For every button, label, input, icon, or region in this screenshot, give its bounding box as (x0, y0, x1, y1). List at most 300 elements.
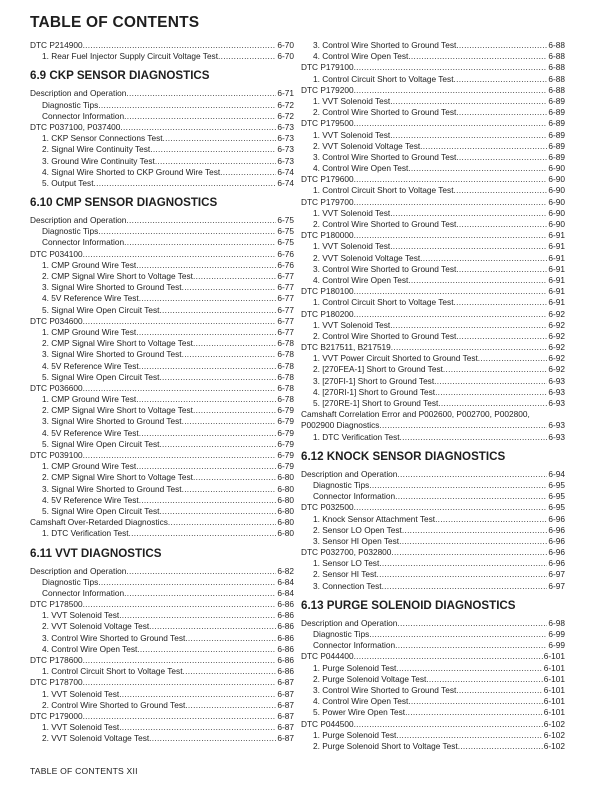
toc-subentry[interactable] (301, 96, 565, 107)
page-footer: TABLE OF CONTENTS XII (30, 766, 138, 776)
toc-entry-title: 3. Sensor HI Open Test (313, 535, 400, 546)
dot-leader (182, 416, 277, 427)
toc-entry-title: DTC P180000 (301, 230, 354, 241)
toc-subentry[interactable] (301, 275, 565, 286)
dot-leader (155, 156, 277, 167)
toc-entry-title: DTC P178600 (30, 655, 83, 665)
page-number: 6-93 (548, 375, 565, 386)
toc-entry-title: Diagnostic Tips (42, 226, 99, 237)
dot-leader (94, 178, 277, 189)
toc-subentry[interactable] (30, 405, 294, 416)
dot-leader (159, 372, 276, 383)
toc-subentry[interactable] (30, 588, 294, 599)
toc-subentry[interactable] (30, 338, 294, 349)
dot-leader (124, 588, 276, 599)
toc-subentry[interactable] (301, 387, 565, 398)
toc-subentry[interactable] (30, 439, 294, 450)
dot-leader (456, 331, 547, 342)
page-number: 6-91 (548, 230, 565, 241)
page-number: 6-73 (277, 155, 294, 166)
toc-subentry[interactable] (30, 144, 294, 155)
dot-leader (354, 651, 543, 662)
dot-leader (182, 484, 277, 495)
toc-entry[interactable] (30, 655, 294, 666)
toc-entry-title: Description and Operation (30, 215, 127, 226)
toc-subentry[interactable] (30, 361, 294, 372)
toc-subentry[interactable] (301, 152, 565, 163)
page-number: 6-92 (548, 308, 565, 319)
toc-entry[interactable] (301, 547, 565, 558)
toc-entry[interactable] (30, 88, 294, 99)
dot-leader (137, 644, 276, 655)
toc-subentry[interactable] (30, 237, 294, 248)
toc-entry-title: Connector Information (42, 237, 125, 248)
toc-entry[interactable] (301, 469, 565, 480)
dot-leader (390, 208, 547, 219)
dot-leader (454, 297, 548, 308)
toc-subentry[interactable] (301, 141, 565, 152)
toc-subentry[interactable] (30, 528, 294, 539)
toc-subentry[interactable] (301, 364, 565, 375)
toc-entry-title: 4. 5V Reference Wire Test (42, 494, 139, 505)
page-number: 6-79 (277, 427, 294, 438)
toc-entry-title: 1. Control Circuit Short to Voltage Test (313, 73, 454, 84)
toc-subentry[interactable] (30, 51, 294, 62)
toc-subentry[interactable] (301, 707, 565, 718)
page-number: 6-95 (548, 491, 565, 502)
toc-subentry[interactable] (301, 163, 565, 174)
page-number: 6-92 (548, 364, 565, 375)
toc-entry-title: DTC P178500 (30, 599, 83, 610)
section-heading: 6.11 VVT DIAGNOSTICS (30, 546, 162, 560)
toc-entry[interactable] (30, 122, 294, 133)
page-number: 6-80 (277, 505, 294, 516)
toc-subentry[interactable] (301, 74, 565, 85)
toc-entry-title: DTC B217511, B217519 (301, 342, 391, 353)
page-number: 6-96 (548, 558, 565, 569)
dot-leader (354, 230, 548, 241)
toc-entry[interactable] (301, 85, 565, 96)
page-number: 6-84 (277, 587, 294, 598)
toc-subentry[interactable] (30, 666, 294, 677)
toc-subentry[interactable] (301, 219, 565, 230)
page-number: 6-88 (548, 84, 565, 95)
dot-leader (83, 249, 277, 260)
page-number: 6-93 (548, 386, 565, 397)
toc-subentry[interactable] (301, 320, 565, 331)
page-number: 6-75 (277, 215, 294, 226)
toc-subentry[interactable] (30, 621, 294, 632)
toc-subentry[interactable] (30, 111, 294, 122)
toc-subentry[interactable] (301, 107, 565, 118)
page-number: 6-77 (277, 315, 294, 326)
toc-entry[interactable] (301, 118, 565, 129)
dot-leader (354, 197, 548, 208)
toc-subentry[interactable] (30, 260, 294, 271)
toc-subentry[interactable] (30, 394, 294, 405)
toc-entry[interactable] (30, 517, 294, 528)
toc-subentry[interactable] (301, 640, 565, 651)
toc-entry-title: 2. Sensor HI Test (313, 569, 377, 580)
toc-subentry[interactable] (301, 629, 565, 640)
toc-entry-title: Description and Operation (30, 565, 127, 576)
toc-subentry[interactable] (301, 376, 565, 387)
dot-leader (193, 405, 276, 416)
toc-entry-title: 5. Signal Wire Open Circuit Test (42, 505, 160, 516)
toc-subentry[interactable] (301, 536, 565, 547)
page-number: 6-76 (277, 259, 294, 270)
dot-leader (456, 685, 542, 696)
dot-leader (456, 264, 547, 275)
dot-leader (390, 96, 547, 107)
toc-subentry[interactable] (30, 644, 294, 655)
toc-entry[interactable] (301, 420, 565, 431)
page-number: 6-88 (548, 51, 565, 62)
page-number: 6-90 (548, 219, 565, 229)
page-number: 6-86 (277, 632, 294, 643)
toc-entry[interactable] (301, 230, 565, 241)
toc-subentry[interactable] (30, 100, 294, 111)
toc-subentry[interactable] (301, 353, 565, 364)
dot-leader (182, 349, 277, 360)
toc-subentry[interactable] (301, 480, 565, 491)
toc-entry[interactable] (301, 309, 565, 320)
page-number: 6-101 (543, 662, 565, 673)
toc-subentry[interactable] (301, 674, 565, 685)
dot-leader (354, 85, 548, 96)
toc-entry-title: DTC P034100 (30, 248, 83, 259)
page-number: 6-77 (277, 326, 294, 337)
page-number: 6-87 (277, 699, 294, 710)
dot-leader (408, 51, 547, 62)
toc-subentry[interactable] (301, 491, 565, 502)
toc-subentry[interactable] (301, 40, 565, 51)
dot-leader (83, 383, 277, 394)
toc-subentry[interactable] (30, 610, 294, 621)
toc-subentry[interactable] (30, 472, 294, 483)
dot-leader (120, 122, 276, 133)
dot-leader (149, 621, 276, 632)
dot-leader (126, 566, 276, 577)
page-number: 6-72 (277, 110, 294, 121)
page-number: 6-86 (277, 621, 294, 632)
toc-entry-title: 2. Signal Wire Continuity Test (42, 144, 151, 155)
toc-entry-title: 2. VVT Solenoid Voltage Test (42, 621, 150, 632)
page-number: 6-92 (548, 319, 565, 330)
dot-leader (478, 353, 548, 364)
toc-subentry[interactable] (30, 461, 294, 472)
toc-entry-title: 4. [270RI-1] Short to Ground Test (313, 386, 436, 397)
toc-entry-title: 1. VVT Solenoid Test (313, 241, 391, 252)
toc-subentry[interactable] (301, 264, 565, 275)
toc-entry[interactable] (301, 62, 565, 73)
toc-subentry[interactable] (301, 432, 565, 443)
toc-entry[interactable] (30, 215, 294, 226)
toc-entry-title: DTC P179100 (301, 62, 354, 73)
toc-entry[interactable] (301, 174, 565, 185)
page-number: 6-89 (548, 151, 565, 162)
toc-entry[interactable] (301, 197, 565, 208)
toc-entry-title: 2. VVT Solenoid Voltage Test (313, 252, 421, 263)
toc-subentry[interactable] (30, 293, 294, 304)
page-number: 6-101 (543, 707, 565, 718)
toc-subentry[interactable] (301, 253, 565, 264)
toc-entry[interactable] (301, 651, 565, 662)
toc-entry-title: 3. Connection Test (313, 580, 382, 591)
page-number: 6-87 (277, 722, 294, 733)
toc-entry-title: 1. DTC Verification Test (42, 528, 129, 539)
dot-leader (456, 107, 547, 118)
toc-entry-title: 4. Control Wire Open Test (313, 696, 409, 707)
toc-entry-title: 4. Control Wire Open Test (313, 51, 409, 62)
dot-leader (126, 215, 276, 226)
page-number: 6-101 (543, 651, 565, 662)
page-number: 6-77 (277, 293, 294, 304)
toc-entry-title: 1. Control Circuit Short to Voltage Test (313, 185, 454, 196)
page-number: 6-90 (548, 174, 565, 185)
dot-leader (396, 663, 542, 674)
dot-leader (435, 387, 547, 398)
toc-entry-title: 2. CMP Signal Wire Short to Voltage Test (42, 338, 193, 349)
toc-subentry[interactable] (301, 685, 565, 696)
dot-leader (83, 711, 277, 722)
page-number: 6-90 (548, 207, 565, 218)
toc-subentry[interactable] (30, 700, 294, 711)
toc-subentry[interactable] (30, 156, 294, 167)
dot-leader (139, 495, 277, 506)
dot-leader (397, 469, 547, 480)
toc-entry[interactable] (30, 711, 294, 722)
dot-leader (183, 666, 277, 677)
toc-entry-title: 5. Signal Wire Open Circuit Test (42, 438, 160, 449)
dot-leader (168, 517, 277, 528)
toc-entry-title: 1. VVT Solenoid Test (313, 319, 391, 330)
toc-entry-title: 4. 5V Reference Wire Test (42, 427, 139, 438)
toc-entry-title: 3. Signal Wire Shorted to Ground Test (42, 483, 182, 494)
toc-entry-title: 2. Control Wire Shorted to Ground Test (313, 330, 457, 341)
page-number: 6-101 (543, 673, 565, 684)
toc-entry[interactable] (30, 249, 294, 260)
toc-entry[interactable] (301, 719, 565, 730)
dot-leader (83, 316, 277, 327)
toc-entry[interactable] (301, 342, 565, 353)
toc-entry-title: 4. 5V Reference Wire Test (42, 293, 139, 304)
page-number: 6-96 (548, 547, 565, 558)
toc-entry-title: 1. Control Circuit Short to Voltage Test (313, 297, 454, 308)
toc-entry-title: 1. Rear Fuel Injector Supply Circuit Voltage Test (42, 51, 219, 62)
toc-entry[interactable] (30, 677, 294, 688)
dot-leader (83, 450, 277, 461)
page-number: 6-89 (548, 118, 565, 129)
dot-leader (396, 730, 542, 741)
toc-entry[interactable] (301, 286, 565, 297)
page-number: 6-89 (548, 95, 565, 106)
page-number: 6-76 (277, 248, 294, 259)
page-number: 6-86 (277, 599, 294, 610)
toc-entry[interactable] (30, 383, 294, 394)
page-number: 6-90 (548, 196, 565, 207)
page-number: 6-93 (548, 431, 565, 442)
toc-entry-title: 1. CMP Ground Wire Test (42, 461, 137, 472)
toc-subentry[interactable] (301, 558, 565, 569)
page-number: 6-78 (277, 360, 294, 371)
toc-entry-title: 2. Control Wire Shorted to Ground Test (313, 107, 457, 118)
dot-leader (218, 51, 276, 62)
dot-leader (456, 219, 547, 230)
toc-entry-title: 1. VVT Solenoid Test (313, 129, 391, 140)
toc-subentry[interactable] (30, 271, 294, 282)
toc-entry-title: DTC P044500 (301, 718, 354, 729)
page-number: 6-80 (277, 528, 294, 539)
page-number: 6-101 (543, 684, 565, 695)
toc-subentry[interactable] (30, 282, 294, 293)
dot-leader (369, 629, 547, 640)
toc-entry-title: 4. Control Wire Open Test (313, 163, 409, 174)
toc-entry-title: DTC P036600 (30, 382, 83, 393)
dot-leader (397, 618, 547, 629)
dot-leader (395, 640, 547, 651)
toc-subentry[interactable] (301, 741, 565, 752)
page-number: 6-73 (277, 133, 294, 144)
toc-entry[interactable] (301, 502, 565, 513)
toc-subentry[interactable] (30, 327, 294, 338)
toc-entry[interactable] (30, 599, 294, 610)
toc-subentry[interactable] (301, 208, 565, 219)
toc-subentry[interactable] (301, 525, 565, 536)
toc-entry-title: 1. VVT Solenoid Test (42, 688, 120, 699)
toc-subentry[interactable] (30, 226, 294, 237)
toc-subentry[interactable] (30, 167, 294, 178)
toc-subentry[interactable] (30, 733, 294, 744)
dot-leader (83, 655, 277, 666)
toc-entry[interactable] (30, 316, 294, 327)
toc-entry-title: 2. CMP Signal Wire Short to Voltage Test (42, 271, 193, 281)
page-number: 6-73 (277, 121, 294, 132)
toc-entry-title: DTC P037100, P037400 (30, 121, 121, 132)
toc-entry-title: 4. Signal Wire Shorted to CKP Ground Wire Test (42, 166, 221, 177)
page-number: 6-70 (277, 51, 294, 62)
toc-right-column (301, 40, 565, 752)
page-number: 6-87 (277, 677, 294, 688)
toc-entry-title: 2. CMP Signal Wire Short to Voltage Test (42, 405, 193, 416)
toc-subentry[interactable] (30, 484, 294, 495)
toc-entry[interactable] (30, 566, 294, 577)
dot-leader (400, 432, 548, 443)
dot-leader (434, 376, 547, 387)
dot-leader (369, 480, 547, 491)
toc-subentry[interactable] (301, 130, 565, 141)
toc-entry-title: 2. CMP Signal Wire Short to Voltage Test (42, 472, 193, 483)
page-number: 6-80 (277, 494, 294, 505)
toc-subentry[interactable] (301, 730, 565, 741)
dot-leader (391, 342, 548, 353)
toc-subentry[interactable] (301, 569, 565, 580)
toc-subentry[interactable] (30, 372, 294, 383)
toc-subentry[interactable] (301, 241, 565, 252)
toc-entry-title: 4. 5V Reference Wire Test (42, 360, 139, 371)
toc-subentry[interactable] (301, 185, 565, 196)
toc-subentry[interactable] (30, 506, 294, 517)
toc-entry-title: Description and Operation (30, 88, 127, 99)
toc-entry-title: DTC P179500 (301, 118, 354, 129)
toc-entry-title: Description and Operation (301, 468, 398, 479)
toc-entry-title: Diagnostic Tips (313, 479, 370, 490)
toc-entry-title: 1. VVT Solenoid Test (313, 207, 391, 218)
toc-entry-title: Connector Information (313, 491, 396, 502)
toc-subentry[interactable] (30, 178, 294, 189)
dot-leader (139, 428, 277, 439)
dot-leader (420, 141, 547, 152)
toc-entry-title: 2. Control Wire Shorted to Ground Test (42, 699, 186, 710)
toc-subentry[interactable] (301, 663, 565, 674)
toc-subentry[interactable] (301, 51, 565, 62)
dot-leader (426, 674, 542, 685)
toc-entry-title: 3. Signal Wire Shorted to Ground Test (42, 282, 182, 293)
dot-leader (136, 394, 276, 405)
toc-entry-title: 4. Control Wire Open Test (42, 643, 138, 654)
section-heading: 6.9 CKP SENSOR DIAGNOSTICS (30, 69, 210, 83)
toc-entry-title: 5. Signal Wire Open Circuit Test (42, 304, 160, 315)
page-number: 6-79 (277, 461, 294, 472)
toc-entry-title: DTC P034600 (30, 315, 83, 326)
toc-subentry[interactable] (30, 133, 294, 144)
page-number: 6-74 (277, 177, 294, 188)
toc-subentry[interactable] (30, 689, 294, 700)
toc-subentry[interactable] (301, 331, 565, 342)
dot-leader (354, 719, 543, 730)
page-number: 6-96 (548, 513, 565, 524)
toc-entry-title: 3. Ground Wire Continuity Test (42, 155, 155, 166)
page-number: 6-89 (548, 107, 565, 118)
page-number: 6-75 (277, 237, 294, 248)
dot-leader (354, 174, 548, 185)
toc-entry-title: 3. Control Wire Shorted to Ground Test (313, 40, 457, 50)
toc-subentry[interactable] (301, 514, 565, 525)
dot-leader (185, 633, 276, 644)
toc-entry-title: DTC P178700 (30, 677, 83, 688)
toc-subentry[interactable] (301, 398, 565, 409)
page-number: 6-92 (548, 353, 565, 364)
page-number: 6-97 (548, 569, 565, 580)
dot-leader (454, 185, 548, 196)
toc-entry-title: 1. DTC Verification Test (313, 431, 400, 442)
toc-entry[interactable] (301, 618, 565, 629)
dot-leader (119, 610, 276, 621)
dot-leader (379, 558, 547, 569)
toc-entry-title: 1. CMP Ground Wire Test (42, 326, 137, 337)
toc-entry[interactable] (30, 450, 294, 461)
toc-subentry[interactable] (30, 428, 294, 439)
toc-subentry[interactable] (30, 577, 294, 588)
toc-entry-title: 1. VVT Power Circuit Shorted to Ground Test (313, 353, 478, 364)
toc-subentry[interactable] (301, 297, 565, 308)
toc-subentry[interactable] (30, 495, 294, 506)
toc-subentry[interactable] (301, 696, 565, 707)
dot-leader (136, 461, 276, 472)
toc-subentry[interactable] (301, 581, 565, 592)
toc-entry-title: Connector Information (42, 587, 125, 598)
page-number: 6-71 (277, 88, 294, 99)
dot-leader (136, 260, 276, 271)
toc-subentry[interactable] (30, 633, 294, 644)
page-number: 6-72 (277, 99, 294, 110)
toc-subentry[interactable] (30, 722, 294, 733)
toc-subentry[interactable] (30, 349, 294, 360)
toc-subentry[interactable] (30, 305, 294, 316)
dot-leader (405, 707, 543, 718)
toc-entry[interactable] (30, 40, 294, 51)
toc-subentry[interactable] (30, 416, 294, 427)
